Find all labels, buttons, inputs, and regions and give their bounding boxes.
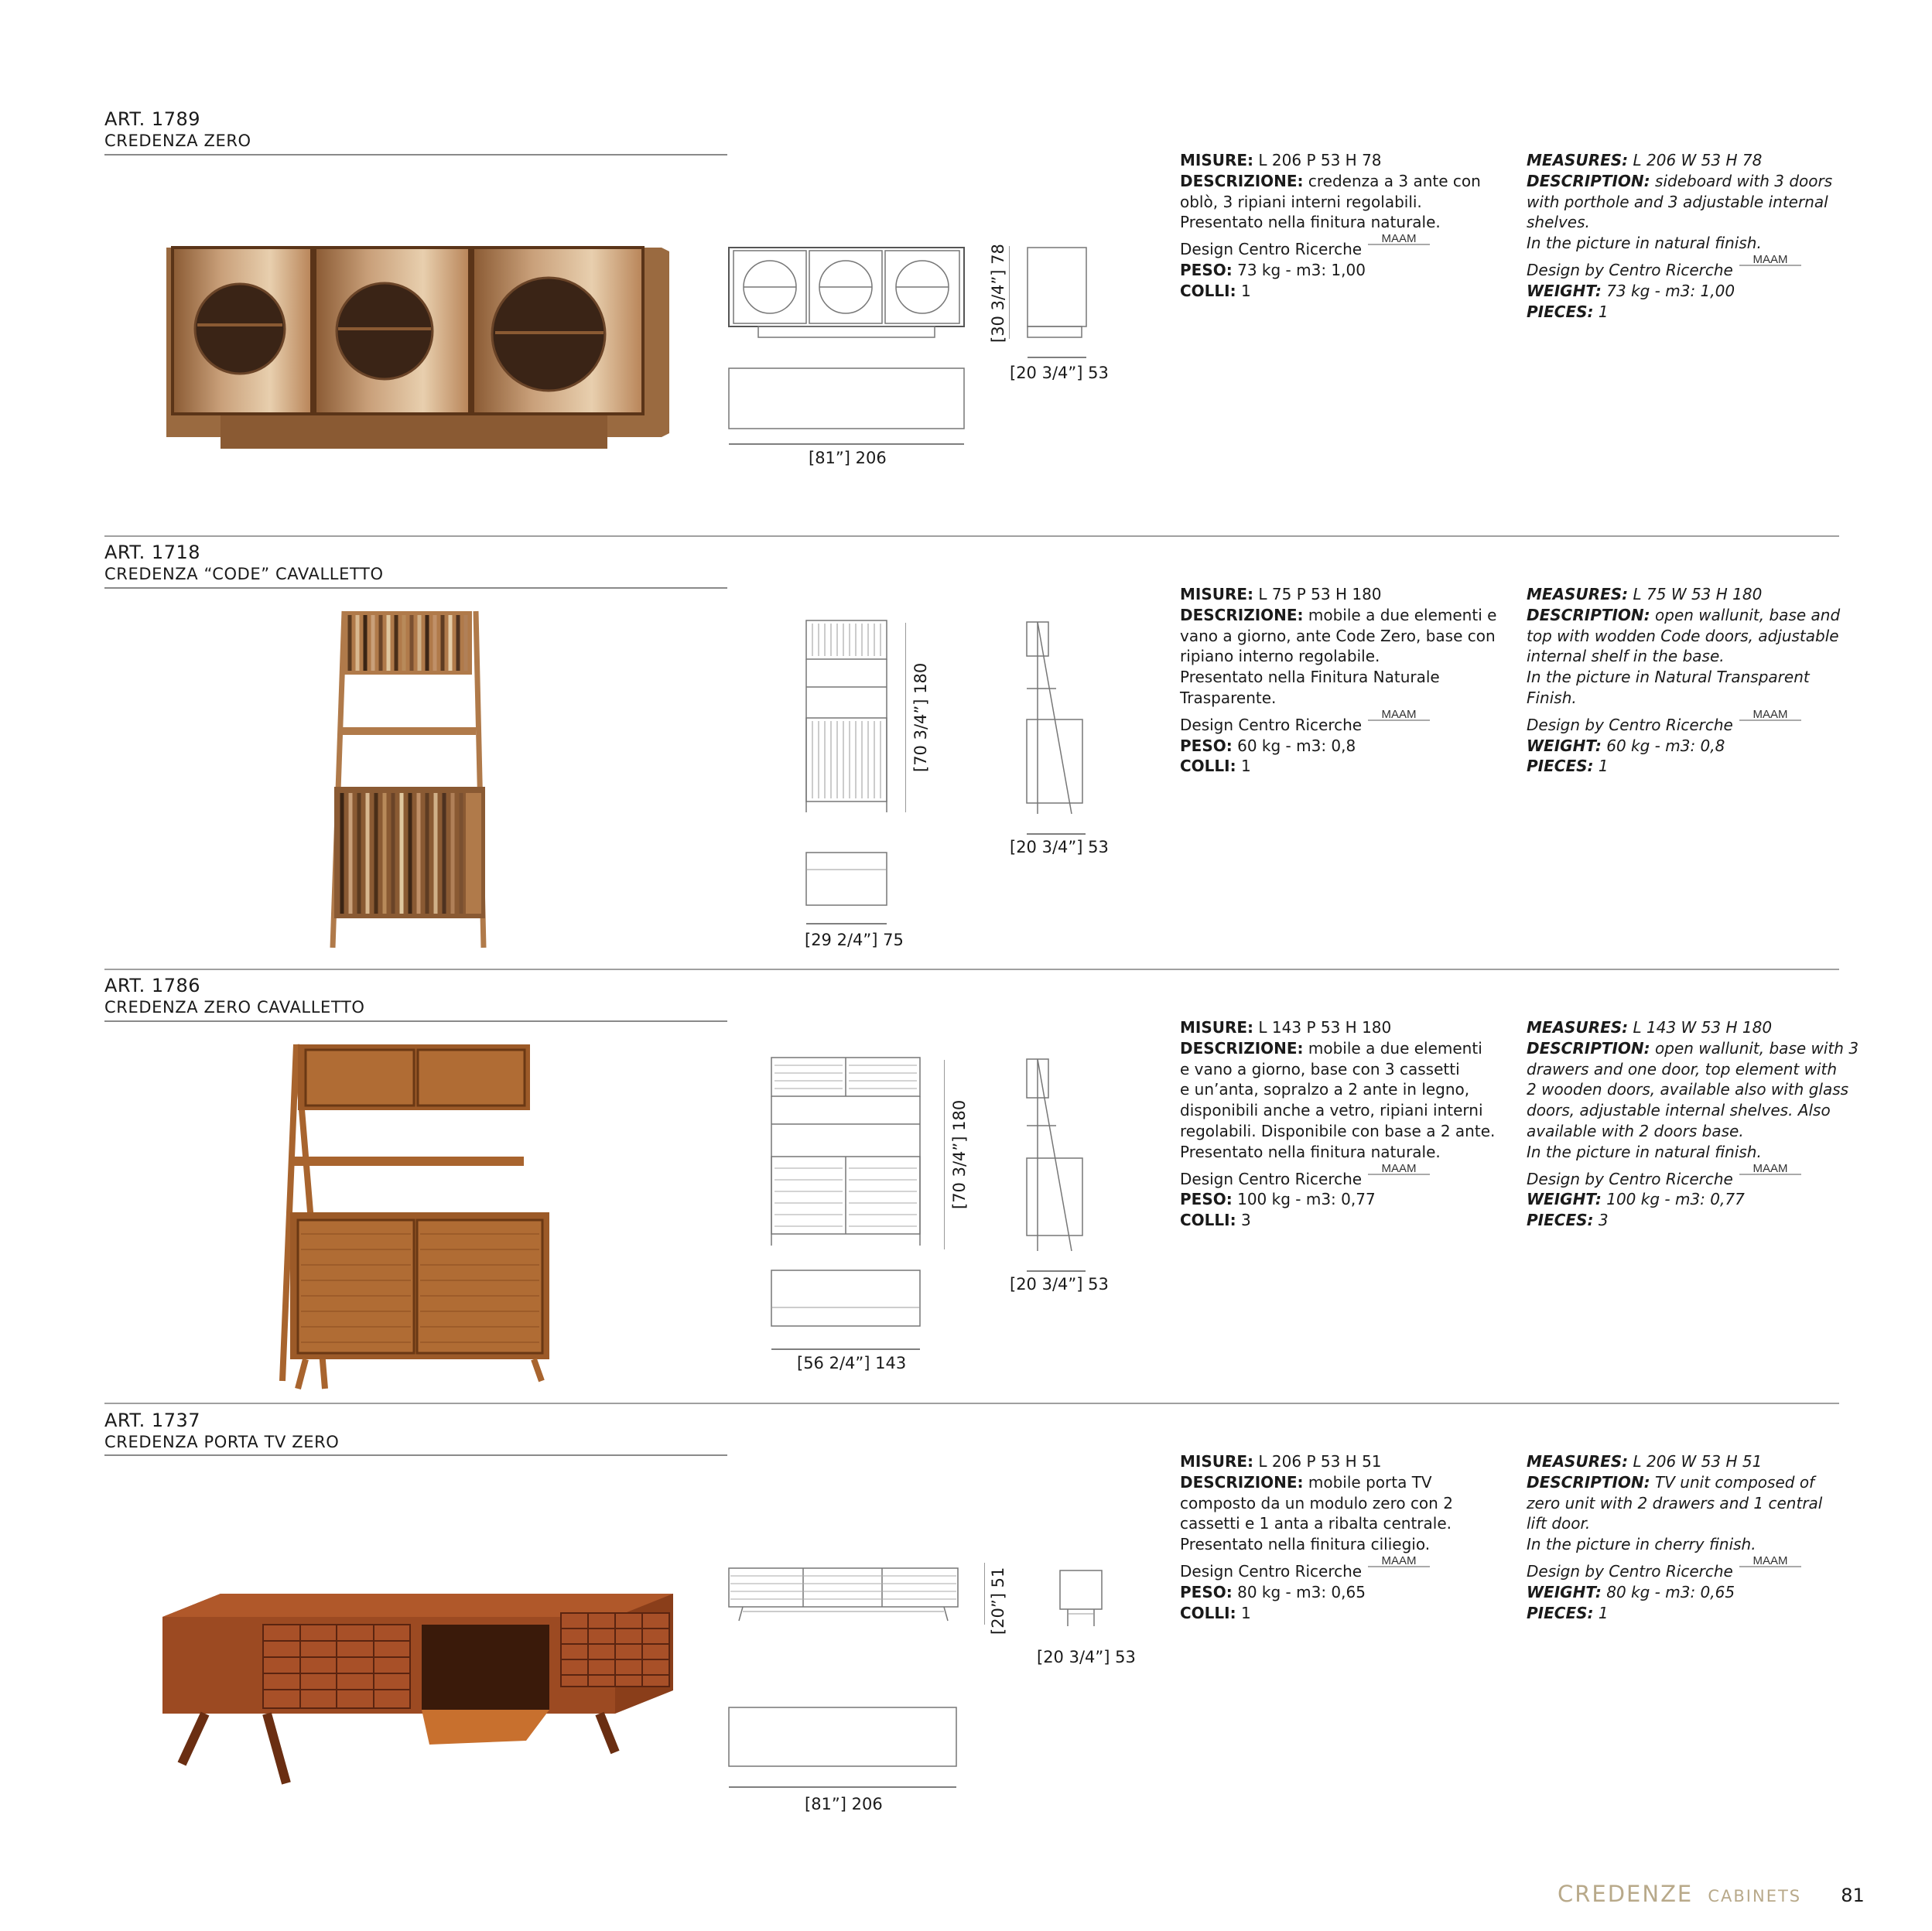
spec-text: available with 2 doors base. <box>1527 1121 1744 1140</box>
technical-drawing-side <box>1025 620 1087 837</box>
technical-drawing-top <box>770 1269 925 1354</box>
spec-text: Presentato nella Finitura Naturale <box>1180 668 1440 687</box>
spec-text: Finish. <box>1527 688 1577 707</box>
spec-line <box>1527 667 1844 688</box>
spec-label: PESO: <box>1180 1582 1233 1601</box>
spec-label: PIECES: <box>1527 1211 1594 1230</box>
spec-text: 60 kg - m3: 0,8 <box>1601 736 1725 755</box>
spec-line <box>1527 1603 1844 1624</box>
spec-line <box>1180 667 1497 688</box>
spec-label: COLLI: <box>1180 1211 1236 1230</box>
spec-line <box>1180 1582 1497 1603</box>
spec-label: COLLI: <box>1180 281 1236 300</box>
maam-logo <box>1368 233 1430 250</box>
spec-text: 1 <box>1236 1603 1251 1622</box>
spec-line <box>1180 1555 1497 1582</box>
spec-en <box>1527 584 1844 777</box>
spec-text: credenza a 3 ante con <box>1303 171 1481 190</box>
spec-text: mobile a due elementi <box>1303 1038 1482 1058</box>
spec-label: MEASURES: <box>1527 585 1629 603</box>
spec-text: L 143 W 53 H 180 <box>1628 1018 1773 1037</box>
spec-line <box>1180 1493 1497 1514</box>
spec-line <box>1527 1017 1844 1038</box>
maam-logo <box>1739 709 1801 726</box>
spec-line <box>1180 736 1497 757</box>
spec-text: doors, adjustable internal shelves. Also <box>1527 1101 1831 1120</box>
spec-line <box>1180 1603 1497 1624</box>
height-dimension-line <box>905 623 906 812</box>
spec-line <box>1527 646 1844 667</box>
spec-line <box>1527 709 1844 736</box>
svg-text:MAAM: MAAM <box>1752 252 1788 266</box>
spec-line <box>1527 281 1844 302</box>
spec-text: 1 <box>1593 1603 1609 1622</box>
spec-line <box>1527 1555 1844 1582</box>
section-divider <box>104 1020 727 1022</box>
spec-text: 100 kg - m3: 0,77 <box>1232 1190 1376 1209</box>
spec-text: 3 <box>1236 1211 1251 1230</box>
spec-label: DESCRIPTION: <box>1527 1038 1650 1058</box>
spec-text: 73 kg - m3: 1,00 <box>1601 281 1735 300</box>
technical-drawing-side <box>1026 246 1088 362</box>
maam-logo <box>1368 1163 1430 1180</box>
product-photo-credenza-porta-tv-zero <box>159 1590 677 1791</box>
spec-text: mobile porta TV <box>1303 1472 1432 1492</box>
spec-line <box>1180 1121 1497 1142</box>
spec-line <box>1180 171 1497 192</box>
dimension-width: [81”] 206 <box>809 449 887 467</box>
dimension-height: [20”] 51 <box>989 1567 1007 1635</box>
spec-label: COLLI: <box>1180 757 1236 776</box>
spec-line <box>1180 1100 1497 1121</box>
article-name: CREDENZA ZERO CAVALLETTO <box>104 998 365 1017</box>
spec-line <box>1527 192 1844 213</box>
spec-text: top with wodden Code doors, adjustable <box>1527 626 1839 645</box>
spec-text: L 206 P 53 H 78 <box>1253 151 1382 169</box>
spec-text: vano a giorno, ante Code Zero, base con <box>1180 626 1496 645</box>
spec-label: MEASURES: <box>1527 1018 1629 1037</box>
spec-line <box>1527 736 1844 757</box>
spec-text: shelves. <box>1527 213 1590 232</box>
spec-line <box>1527 1534 1844 1555</box>
spec-line <box>1527 254 1844 281</box>
spec-line <box>1527 150 1844 171</box>
spec-label: MISURE: <box>1180 151 1254 169</box>
spec-label: DESCRIZIONE: <box>1180 1472 1304 1492</box>
article-number: ART. 1789 <box>104 108 200 130</box>
spec-text: oblò, 3 ripiani interni regolabili. <box>1180 192 1422 211</box>
spec-text: open wallunit, base with 3 <box>1650 1038 1859 1058</box>
spec-text: cassetti e 1 anta a ribalta centrale. <box>1180 1514 1452 1533</box>
svg-text:MAAM: MAAM <box>1381 707 1417 721</box>
dimension-height: [30 3/4”] 78 <box>989 244 1007 343</box>
spec-label: MISURE: <box>1180 585 1254 603</box>
article-name: CREDENZA “CODE” CAVALLETTO <box>104 565 384 583</box>
technical-drawing-front <box>727 246 967 463</box>
technical-drawing-front <box>727 1567 967 1629</box>
maam-logo <box>1739 1163 1801 1180</box>
spec-line <box>1180 1038 1497 1059</box>
dimension-depth: [20 3/4”] 53 <box>1010 1275 1109 1294</box>
spec-line <box>1180 1142 1497 1163</box>
spec-label: MISURE: <box>1180 1018 1254 1037</box>
spec-line <box>1180 1534 1497 1555</box>
footer-subcategory: CABINETS <box>1708 1887 1802 1905</box>
spec-text: 80 kg - m3: 0,65 <box>1232 1582 1366 1601</box>
spec-line <box>1180 212 1497 233</box>
spec-text: Trasparente. <box>1180 688 1277 707</box>
technical-drawing-side <box>1058 1569 1105 1631</box>
svg-text:MAAM: MAAM <box>1752 1553 1788 1567</box>
product-photo-credenza-code-cavalletto <box>325 607 491 955</box>
spec-text: with porthole and 3 adjustable internal <box>1527 192 1828 211</box>
dimension-depth: [20 3/4”] 53 <box>1010 838 1109 856</box>
spec-text: In the picture in Natural Transparent <box>1527 668 1810 687</box>
spec-text: composto da un modulo zero con 2 <box>1180 1493 1453 1512</box>
spec-text: drawers and one door, top element with <box>1527 1059 1838 1078</box>
spec-text: Design by Centro Ricerche <box>1527 1561 1733 1581</box>
spec-en <box>1527 1017 1859 1231</box>
spec-label: PIECES: <box>1527 302 1594 321</box>
technical-drawing-front <box>805 619 890 816</box>
spec-text: 73 kg - m3: 1,00 <box>1232 260 1366 279</box>
dimension-width: [81”] 206 <box>805 1795 883 1813</box>
spec-line <box>1180 646 1497 667</box>
spec-line <box>1527 233 1844 254</box>
spec-label: WEIGHT: <box>1527 1190 1602 1209</box>
spec-line <box>1527 1210 1844 1231</box>
spec-line <box>1527 1493 1844 1514</box>
spec-line <box>1527 1038 1859 1059</box>
spec-text: Design Centro Ricerche <box>1180 715 1363 734</box>
spec-text: regolabili. Disponibile con base a 2 ante. <box>1180 1121 1496 1140</box>
spec-text: 1 <box>1236 281 1251 300</box>
spec-line <box>1527 1100 1844 1121</box>
spec-line <box>1180 1513 1497 1534</box>
technical-drawing-side <box>1025 1058 1087 1274</box>
svg-text:MAAM: MAAM <box>1381 1161 1417 1175</box>
section-divider <box>104 535 1839 537</box>
spec-line <box>1527 1472 1844 1493</box>
svg-text:MAAM: MAAM <box>1752 1161 1788 1175</box>
spec-line <box>1527 688 1844 709</box>
spec-line <box>1180 150 1497 171</box>
article-number: ART. 1737 <box>104 1410 200 1431</box>
spec-text: Design Centro Ricerche <box>1180 1561 1363 1581</box>
spec-line <box>1180 626 1497 647</box>
product-photo-credenza-zero <box>166 244 673 453</box>
svg-text:MAAM: MAAM <box>1381 232 1417 246</box>
spec-line <box>1180 260 1497 281</box>
spec-text: L 206 P 53 H 51 <box>1253 1452 1382 1471</box>
spec-line <box>1180 1079 1497 1100</box>
spec-en <box>1527 150 1844 322</box>
article-name: CREDENZA PORTA TV ZERO <box>104 1433 340 1451</box>
spec-text: mobile a due elementi e <box>1303 605 1497 624</box>
spec-line <box>1180 709 1497 736</box>
maam-logo <box>1368 1555 1430 1572</box>
spec-label: WEIGHT: <box>1527 281 1602 300</box>
spec-text: e un’anta, sopralzo a 2 ante in legno, <box>1180 1080 1470 1099</box>
spec-text: internal shelf in the base. <box>1527 647 1725 666</box>
spec-line <box>1527 1121 1844 1142</box>
spec-label: PIECES: <box>1527 1603 1594 1622</box>
section-divider <box>104 1403 1839 1404</box>
spec-line <box>1527 1163 1844 1190</box>
spec-line <box>1180 1210 1497 1231</box>
spec-label: MISURE: <box>1180 1452 1254 1471</box>
spec-line <box>1527 584 1844 605</box>
height-dimension-line <box>944 1060 945 1249</box>
spec-label: MEASURES: <box>1527 1452 1629 1471</box>
spec-text: 1 <box>1236 757 1251 776</box>
article-number: ART. 1786 <box>104 975 200 996</box>
dimension-height: [70 3/4”] 180 <box>911 662 930 772</box>
page-number: 81 <box>1841 1885 1865 1906</box>
spec-it <box>1180 584 1497 777</box>
spec-line <box>1527 1079 1849 1100</box>
article-number: ART. 1718 <box>104 542 200 563</box>
spec-it <box>1180 1017 1497 1231</box>
spec-text: In the picture in cherry finish. <box>1527 1535 1756 1554</box>
spec-line <box>1180 605 1497 626</box>
spec-label: DESCRIZIONE: <box>1180 171 1304 190</box>
spec-line <box>1527 1189 1844 1210</box>
spec-text: L 206 W 53 H 78 <box>1628 151 1763 169</box>
dimension-width: [29 2/4”] 75 <box>805 931 904 949</box>
spec-label: PESO: <box>1180 736 1233 755</box>
spec-en <box>1527 1451 1844 1623</box>
spec-label: WEIGHT: <box>1527 736 1602 755</box>
spec-label: PESO: <box>1180 260 1233 279</box>
maam-logo <box>1368 709 1430 726</box>
spec-text: 100 kg - m3: 0,77 <box>1601 1190 1745 1209</box>
spec-text: Design by Centro Ricerche <box>1527 260 1733 279</box>
spec-text: Presentato nella finitura naturale. <box>1180 1142 1441 1161</box>
spec-text: TV unit composed of <box>1650 1472 1815 1492</box>
dimension-depth: [20 3/4”] 53 <box>1010 364 1109 382</box>
page-footer <box>1558 1881 1865 1907</box>
spec-text: 1 <box>1593 757 1609 776</box>
spec-line <box>1180 688 1497 709</box>
dimension-height: [70 3/4”] 180 <box>950 1099 969 1209</box>
spec-line <box>1527 302 1844 323</box>
svg-text:MAAM: MAAM <box>1752 707 1788 721</box>
height-dimension-line <box>1009 246 1010 339</box>
spec-line <box>1527 1142 1844 1163</box>
spec-text: ripiano interno regolabile. <box>1180 647 1380 666</box>
spec-text: open wallunit, base and <box>1650 605 1841 624</box>
spec-label: DESCRIPTION: <box>1527 1472 1650 1492</box>
spec-text: Design by Centro Ricerche <box>1527 1169 1733 1188</box>
svg-text:MAAM: MAAM <box>1381 1553 1417 1567</box>
spec-line <box>1180 233 1497 260</box>
spec-text: Design Centro Ricerche <box>1180 1169 1363 1188</box>
spec-text: Design by Centro Ricerche <box>1527 715 1733 734</box>
spec-it <box>1180 1451 1497 1623</box>
spec-line <box>1180 1059 1497 1080</box>
dimension-depth: [20 3/4”] 53 <box>1037 1648 1136 1666</box>
section-divider <box>104 1454 727 1456</box>
technical-drawing-top <box>727 1706 959 1791</box>
spec-text: 3 <box>1593 1211 1609 1230</box>
spec-label: DESCRIZIONE: <box>1180 1038 1304 1058</box>
spec-line <box>1527 212 1844 233</box>
spec-text: L 143 P 53 H 180 <box>1253 1018 1392 1037</box>
spec-line <box>1180 192 1497 213</box>
spec-text: e vano a giorno, base con 3 cassetti <box>1180 1059 1460 1078</box>
spec-text: Design Centro Ricerche <box>1180 240 1363 259</box>
spec-text: zero unit with 2 drawers and 1 central <box>1527 1493 1823 1512</box>
spec-line <box>1527 626 1844 647</box>
section-divider <box>104 969 1839 970</box>
footer-category: CREDENZE <box>1558 1881 1694 1907</box>
spec-label: WEIGHT: <box>1527 1582 1602 1601</box>
spec-label: PESO: <box>1180 1190 1233 1209</box>
maam-logo <box>1739 254 1801 271</box>
spec-line <box>1527 605 1844 626</box>
product-photo-credenza-zero-cavalletto <box>275 1041 553 1396</box>
spec-line <box>1180 1472 1497 1493</box>
section-divider <box>104 587 727 589</box>
spec-text: 2 wooden doors, available also with glass <box>1527 1080 1849 1099</box>
spec-line <box>1180 756 1497 777</box>
spec-label: DESCRIZIONE: <box>1180 605 1304 624</box>
spec-text: sideboard with 3 doors <box>1650 171 1833 190</box>
spec-label: DESCRIPTION: <box>1527 605 1650 624</box>
spec-line <box>1527 1451 1844 1472</box>
spec-line <box>1180 1163 1497 1190</box>
spec-text: In the picture in natural finish. <box>1527 234 1762 253</box>
spec-label: DESCRIPTION: <box>1527 171 1650 190</box>
article-name: CREDENZA ZERO <box>104 132 251 150</box>
spec-text: In the picture in natural finish. <box>1527 1142 1762 1161</box>
technical-drawing-front <box>770 1056 925 1249</box>
spec-text: L 75 W 53 H 180 <box>1628 585 1763 603</box>
spec-line <box>1527 756 1844 777</box>
spec-it <box>1180 150 1497 302</box>
spec-line <box>1180 1017 1497 1038</box>
spec-line <box>1180 281 1497 302</box>
spec-text: Presentato nella finitura ciliegio. <box>1180 1535 1431 1554</box>
spec-label: COLLI: <box>1180 1603 1236 1622</box>
spec-label: MEASURES: <box>1527 151 1629 169</box>
maam-logo <box>1739 1555 1801 1572</box>
spec-text: 1 <box>1593 302 1609 321</box>
spec-text: Presentato nella finitura naturale. <box>1180 213 1441 232</box>
spec-line <box>1527 1582 1844 1603</box>
spec-line <box>1527 171 1844 192</box>
spec-text: disponibili anche a vetro, ripiani interni <box>1180 1101 1483 1120</box>
spec-label: PIECES: <box>1527 757 1594 776</box>
spec-text: L 75 P 53 H 180 <box>1253 585 1382 603</box>
spec-line <box>1527 1059 1844 1080</box>
dimension-width: [56 2/4”] 143 <box>797 1354 907 1372</box>
spec-text: 60 kg - m3: 0,8 <box>1232 736 1356 755</box>
spec-text: lift door. <box>1527 1514 1591 1533</box>
spec-line <box>1180 1189 1497 1210</box>
technical-drawing-top <box>805 851 890 928</box>
spec-text: 80 kg - m3: 0,65 <box>1601 1582 1735 1601</box>
section-divider <box>104 154 727 156</box>
spec-line <box>1180 584 1497 605</box>
height-dimension-line <box>984 1563 985 1625</box>
spec-text: L 206 W 53 H 51 <box>1628 1452 1763 1471</box>
spec-line <box>1180 1451 1497 1472</box>
spec-line <box>1527 1513 1844 1534</box>
